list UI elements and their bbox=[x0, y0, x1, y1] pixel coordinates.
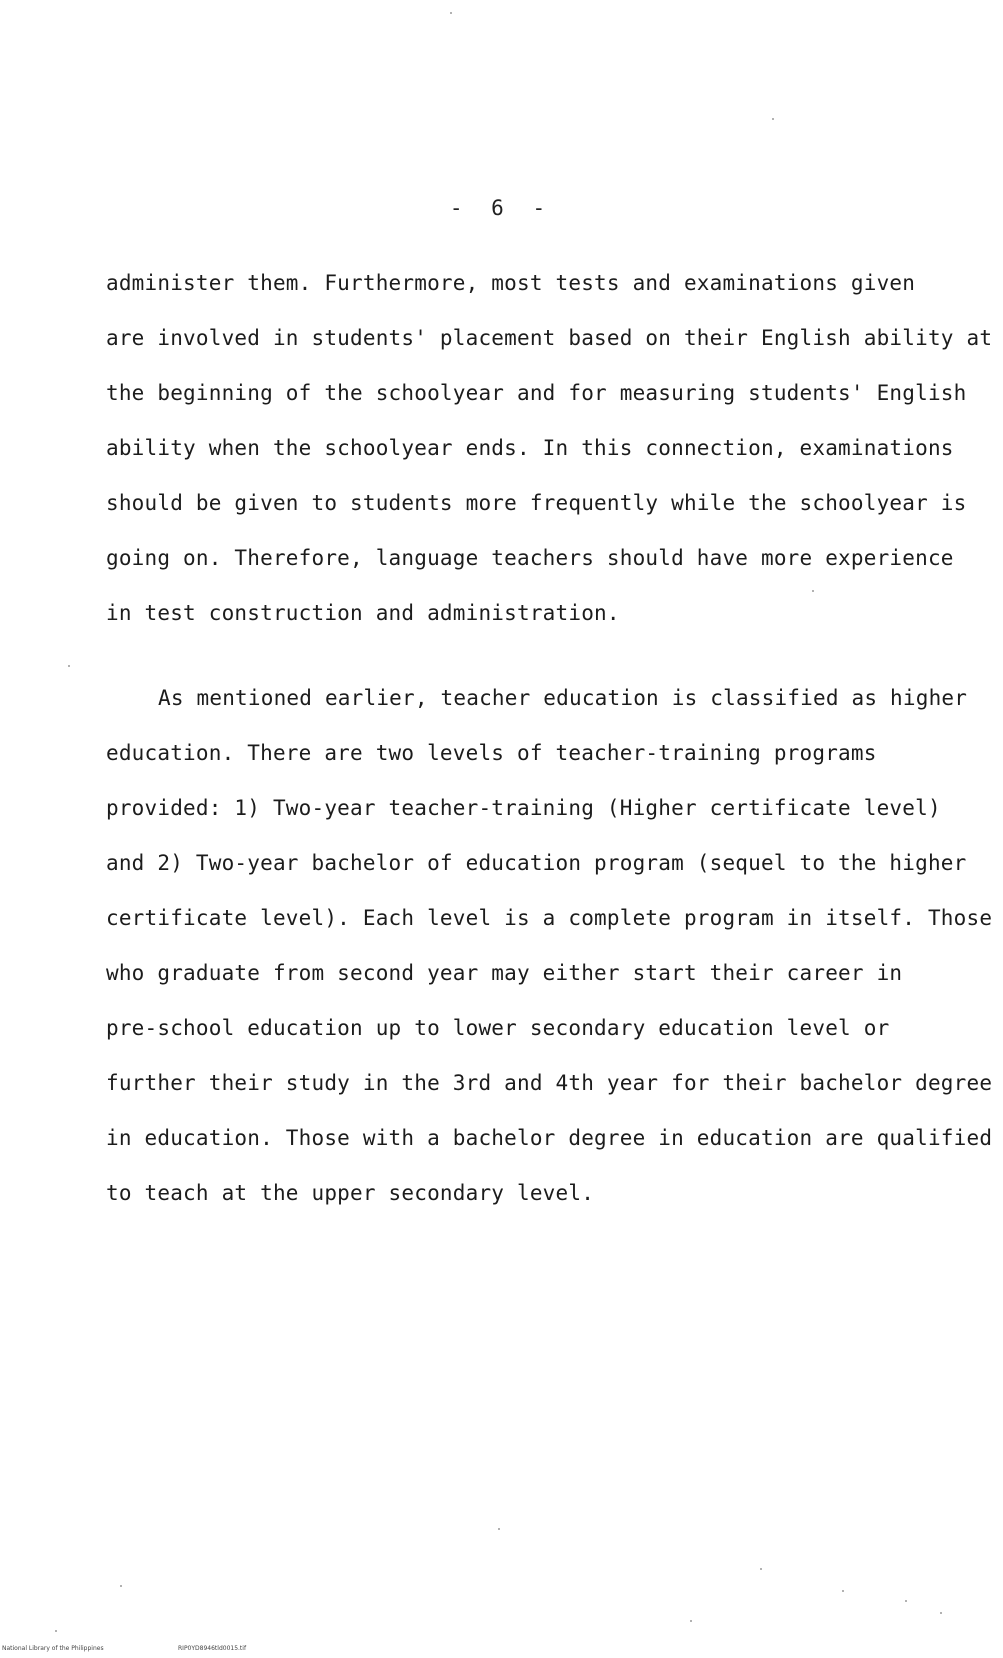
text-line: should be given to students more frequently while the schoolyear is bbox=[106, 491, 967, 515]
scan-speck bbox=[842, 1590, 844, 1592]
scan-speck bbox=[772, 118, 774, 120]
scan-speck bbox=[120, 1585, 122, 1587]
footer-library-label: National Library of the Philippines bbox=[2, 1645, 104, 1652]
text-line: education. There are two levels of teacher-training programs bbox=[106, 741, 877, 765]
text-line: further their study in the 3rd and 4th year for their bachelor degree bbox=[106, 1071, 993, 1095]
scan-speck bbox=[905, 1600, 907, 1602]
text-line: and 2) Two-year bachelor of education program (sequel to the higher bbox=[106, 851, 967, 875]
text-line: ability when the schoolyear ends. In this connection, examinations bbox=[106, 436, 954, 460]
scan-speck bbox=[450, 12, 452, 14]
scan-speck bbox=[940, 1612, 942, 1614]
text-line: to teach at the upper secondary level. bbox=[106, 1181, 595, 1205]
scan-speck bbox=[690, 1620, 692, 1622]
page-number: - 6 - bbox=[449, 196, 554, 220]
text-line: in test construction and administration. bbox=[106, 601, 620, 625]
text-line: who graduate from second year may either start their career in bbox=[106, 961, 903, 985]
text-line: As mentioned earlier, teacher education is classified as higher bbox=[158, 686, 968, 710]
scan-speck bbox=[55, 1630, 57, 1632]
text-line: are involved in students' placement based on their English ability at bbox=[106, 326, 993, 350]
text-line: administer them. Furthermore, most tests and examinations given bbox=[106, 271, 916, 295]
scan-speck bbox=[68, 665, 70, 667]
footer-file-id: RIP0YD8946tld0015.tif bbox=[178, 1645, 247, 1652]
text-line: pre-school education up to lower secondary education level or bbox=[106, 1016, 890, 1040]
text-line: provided: 1) Two-year teacher-training (Higher certificate level) bbox=[106, 796, 941, 820]
text-line: certificate level). Each level is a complete program in itself. Those bbox=[106, 906, 993, 930]
text-line: going on. Therefore, language teachers should have more experience bbox=[106, 546, 954, 570]
text-line: in education. Those with a bachelor degree in education are qualified bbox=[106, 1126, 993, 1150]
scan-speck bbox=[760, 1568, 762, 1570]
scan-speck bbox=[498, 1528, 500, 1530]
text-line: the beginning of the schoolyear and for measuring students' English bbox=[106, 381, 967, 405]
scan-speck bbox=[812, 590, 814, 592]
